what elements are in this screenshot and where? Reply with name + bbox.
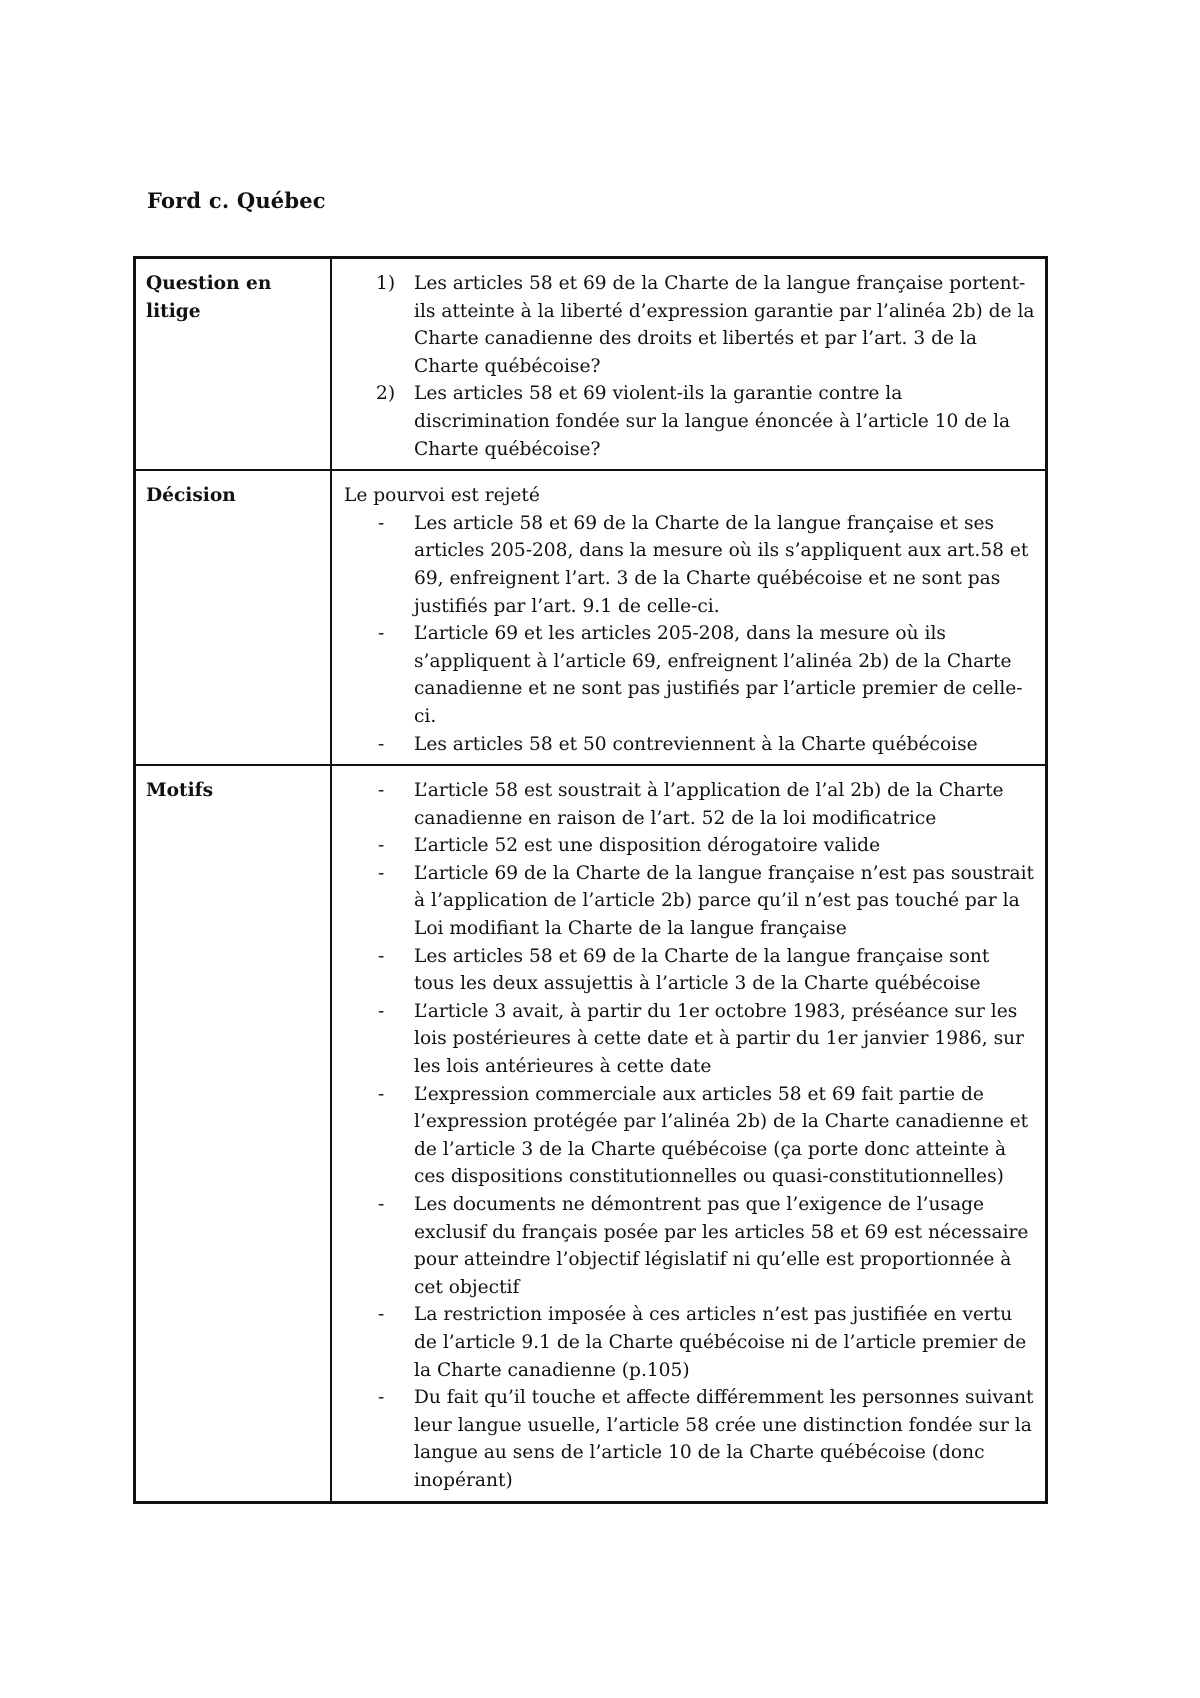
motifs-list [342, 777, 1035, 1494]
row-label-question: Question en litige [135, 258, 332, 471]
list-item-text: La restriction imposée à ces articles n’est pas justifiée en vertu de l’article 9.1 de la Charte québécoise ni de l’article premier de la Charte canadienne (p.105) [414, 1304, 1027, 1381]
list-item [342, 270, 1035, 380]
list-dash: - [378, 733, 385, 755]
list-dash: - [378, 1387, 385, 1409]
question-list [342, 270, 1035, 463]
list-dash: - [378, 1304, 385, 1326]
list-item-text: Du fait qu’il touche et affecte différemment les personnes suivant leur langue usuelle, l’article 58 crée une distinction fondée sur la langue au sens de l’article 10 de la Charte québécoise (donc inopérant) [414, 1387, 1034, 1491]
decision-lead: Le pourvoi est rejeté [344, 485, 540, 507]
list-item-text: L’article 69 et les articles 205-208, dans la mesure où ils s’appliquent à l’article 69, enfreignent l’alinéa 2b) de la Charte canadienne et ne sont pas justifiés par l’article premier de celle-ci. [414, 623, 1023, 727]
row-motifs [135, 765, 1047, 1502]
row-label-motifs: Motifs [135, 765, 332, 1502]
list-number: 1) [376, 273, 396, 294]
list-item-text: L’article 69 de la Charte de la langue française n’est pas soustrait à l’application de l’article 2b) parce qu’il n’est pas touché par la Loi modifiant la Charte de la langue française [414, 862, 1035, 940]
list-item-text: Les articles 58 et 69 de la Charte de la langue française sont tous les deux assujettis à l’article 3 de la Charte québécoise [414, 945, 990, 995]
list-dash: - [378, 862, 385, 884]
list-item-text: L’expression commerciale aux articles 58 et 69 fait partie de l’expression protégée par l’alinéa 2b) de la Charte canadienne et de l’article 3 de la Charte québécoise (ça porte donc atteinte à ces dispositions constitutionnelles ou quasi-constitutionnelles) [414, 1083, 1029, 1188]
list-item [342, 731, 1035, 759]
list-item-text: Les documents ne démontrent pas que l’exigence de l’usage exclusif du français posée par les articles 58 et 69 est nécessaire pour atteindre l’objectif législatif ni qu’elle est proportionnée à cet objectif [414, 1194, 1029, 1298]
list-dash: - [378, 512, 385, 534]
list-item [342, 832, 1035, 860]
decision-list [342, 510, 1035, 758]
list-dash: - [378, 835, 385, 857]
list-item-text: L’article 58 est soustrait à l’application de l’al 2b) de la Charte canadienne en raison de l’art. 52 de la loi modificatrice [414, 780, 1004, 829]
list-item [342, 620, 1035, 730]
list-item-text: L’article 3 avait, à partir du 1er octobre 1983, préséance sur les lois postérieures à cette date et à partir du 1er janvier 1986, sur les lois antérieures à cette date [414, 1000, 1024, 1078]
list-dash: - [378, 1083, 385, 1105]
row-label-decision: Décision [135, 470, 332, 765]
row-decision [135, 470, 1047, 765]
list-item [342, 1301, 1035, 1384]
list-item-text: Les articles 58 et 50 contreviennent à la Charte québécoise [414, 733, 978, 755]
document-title: Ford c. Québec [147, 188, 326, 213]
list-item [342, 1191, 1035, 1301]
question-content [331, 258, 1047, 471]
list-item-text: L’article 52 est une disposition dérogatoire valide [414, 835, 881, 857]
list-item [342, 998, 1035, 1081]
list-item [342, 510, 1035, 620]
list-item [342, 943, 1035, 998]
decision-content [331, 470, 1047, 765]
list-item-text: Les articles 58 et 69 de la Charte de la langue française portent-ils atteinte à la liberté d’expression garantie par l’alinéa 2b) de la Charte canadienne des droits et libertés et par l’art. 3 de la Charte québécoise? [414, 273, 1035, 377]
list-item [342, 1081, 1035, 1191]
list-item-text: Les articles 58 et 69 violent-ils la garantie contre la discrimination fondée sur la langue énoncée à l’article 10 de la Charte québécoise? [414, 383, 1011, 460]
list-dash: - [378, 1194, 385, 1215]
list-item-text: Les article 58 et 69 de la Charte de la langue française et ses articles 205-208, dans la mesure où ils s’appliquent aux art.58 et 69, enfreignent l’art. 3 de la Charte québécoise et ne sont pas justifiés par l’art. 9.1 de celle-ci. [414, 512, 1029, 617]
row-question [135, 258, 1047, 471]
list-number: 2) [376, 383, 396, 405]
list-dash: - [378, 945, 385, 967]
list-dash: - [378, 623, 385, 645]
list-dash: - [378, 1000, 385, 1022]
list-item [342, 380, 1035, 463]
list-item [342, 860, 1035, 943]
list-item [342, 777, 1035, 832]
list-item [342, 1384, 1035, 1494]
motifs-content [331, 765, 1047, 1502]
case-brief-table [133, 256, 1048, 1504]
list-dash: - [378, 780, 385, 802]
